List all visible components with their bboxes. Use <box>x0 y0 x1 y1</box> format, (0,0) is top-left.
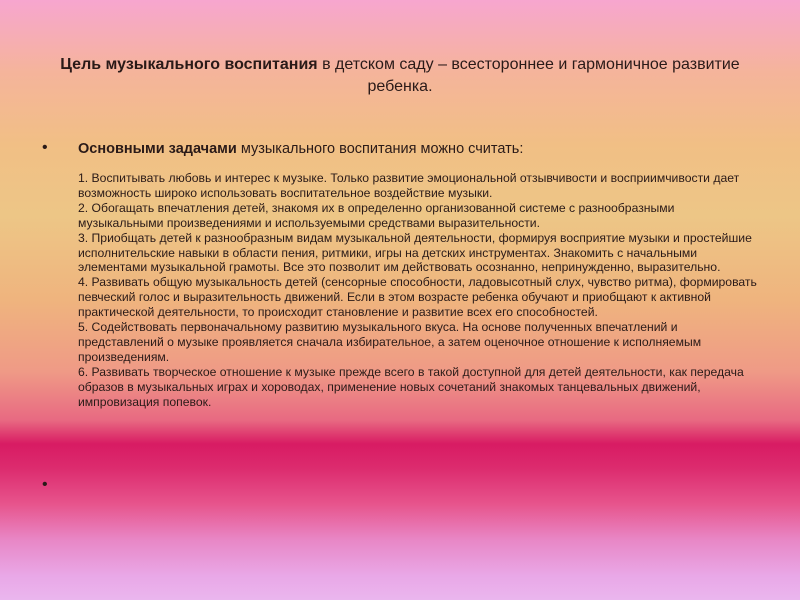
title-rest: в детском саду – всестороннее и гармоничное развитие ребенка. <box>317 56 740 95</box>
title-bold: Цель музыкального воспитания <box>60 56 318 73</box>
task-item: 1. Воспитывать любовь и интерес к музыке. Только развитие эмоциональной отзывчивости и восприимчивости дает возможность широко использовать воспитательное воздействие музыки. <box>78 171 740 200</box>
task-item: 3. Приобщать детей к разнообразным видам музыкальной деятельности, формируя восприятие музыки и простейшие исполнительские навыки в области пения, ритмики, игры на детских инструментах. Знакомить с начальными элементами музыкальной грамоты. Все это позволит им действовать осознанно, непринужденно, выразительно. <box>78 230 752 275</box>
task-item: 5. Содействовать первоначальному развитию музыкального вкуса. На основе полученных впечатлений и представлений о музыке проявляется сначала избирательное, а затем оценочное отношение к исполняемым произведениям. <box>78 320 702 364</box>
slide-title <box>60 54 740 98</box>
intro-text <box>78 139 768 159</box>
intro-bold: Основными задачами <box>78 141 237 157</box>
task-item: 2. Обогащать впечатления детей, знакомя их в определенно организованной системе с разнообразными музыкальными произведениями и используемыми средствами выразительности. <box>78 200 675 230</box>
task-item: 6. Развивать творческое отношение к музыке прежде всего в такой доступной для детей деятельности, как передача образов в музыкальных играх и хороводах, применение новых сочетаний знакомых танцевальных движений, импровизация попевок. <box>78 364 744 409</box>
intro-rest: музыкального воспитания можно считать: <box>236 141 524 157</box>
bullet-icon: • <box>42 476 48 493</box>
task-item: 4. Развивать общую музыкальность детей (сенсорные способности, ладовысотный слух, чувство ритма), формировать певческий голос и выразительность движений. Если в этом возрасте ребенка обучают и приобщают к активной практической деятельности, то происходит становление и развитие всех его способностей. <box>78 275 757 320</box>
bullet-icon: • <box>42 139 48 156</box>
task-list <box>78 171 758 410</box>
